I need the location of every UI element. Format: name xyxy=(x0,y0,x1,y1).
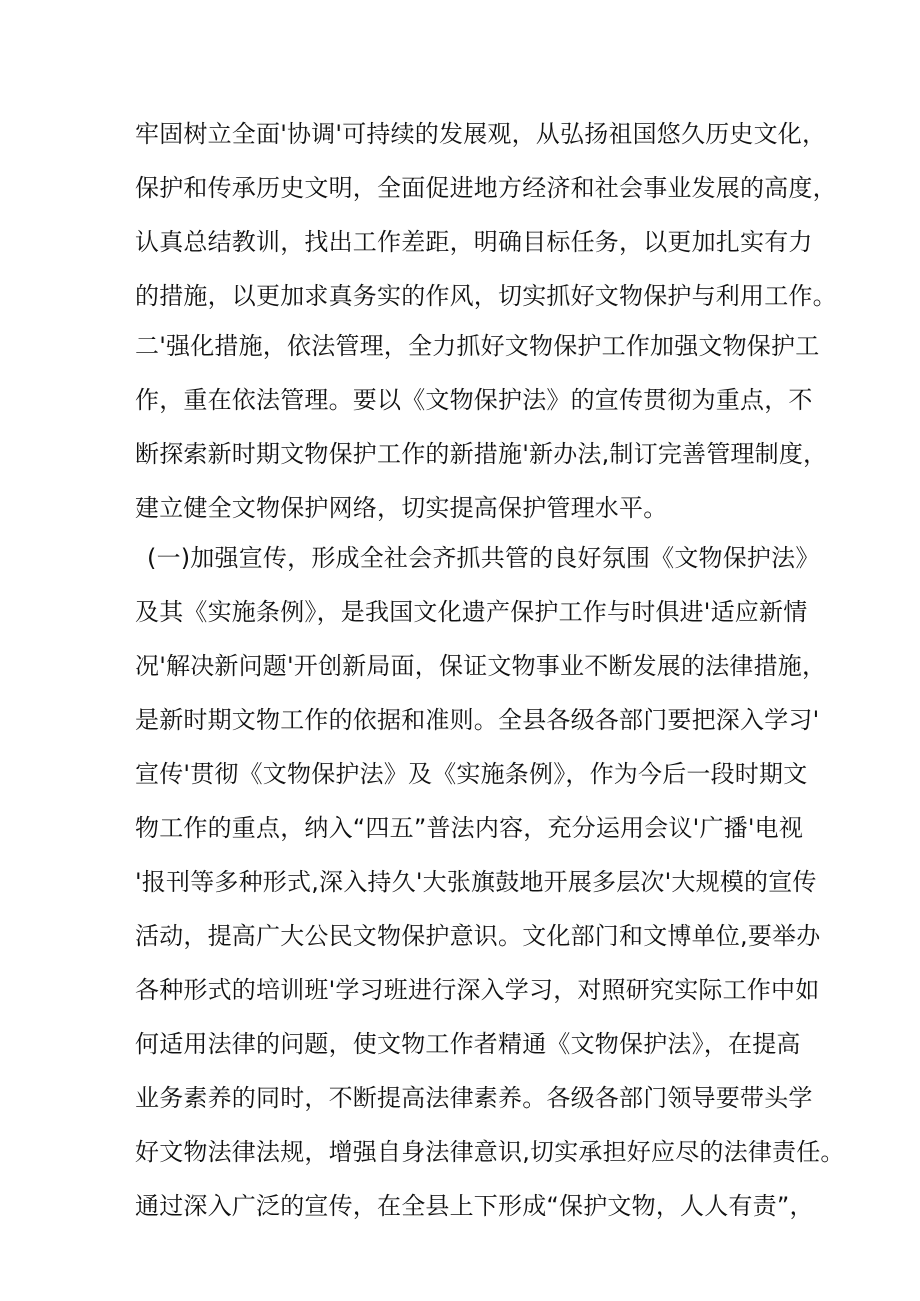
text-line: 断探索新时期文物保护工作的新措施'新办法,制订完善管理制度， xyxy=(135,440,828,468)
text-line: 保护和传承历史文明，全面促进地方经济和社会事业发展的高度， xyxy=(135,174,837,202)
text-line: 何适用法律的问题，使文物工作者精通《文物保护法》，在提高 xyxy=(135,1030,801,1058)
text-line: (一)加强宣传，形成全社会齐抓共管的良好氛围《文物保护法》 xyxy=(147,544,820,572)
text-line: 物工作的重点，纳入“四五”普法内容，充分运用会议'广播'电视 xyxy=(135,814,804,842)
text-line: 及其《实施条例》，是我国文化遗产保护工作与时俱进'适应新情 xyxy=(135,598,808,626)
text-line: 好文物法律法规，增强自身法律意识,切实承担好应尽的法律责任。 xyxy=(135,1138,845,1166)
text-line: 牢固树立全面'协调'可持续的发展观，从弘扬祖国悠久历史文化， xyxy=(135,120,827,148)
text-line: 况'解决新问题'开创新局面，保证文物事业不断发展的法律措施， xyxy=(135,652,827,680)
paragraph-development-concept xyxy=(135,107,837,323)
text-line: 通过深入广泛的宣传，在全县上下形成“保护文物，人人有责”， xyxy=(135,1192,814,1220)
text-line: 二'强化措施，依法管理，全力抓好文物保护工作加强文物保护工 xyxy=(135,332,820,360)
paragraph-section-two-heading xyxy=(135,319,828,535)
text-line: 的措施，以更加求真务实的作风，切实抓好文物保护与利用工作。 xyxy=(135,282,837,310)
text-line: 是新时期文物工作的依据和准则。全县各级各部门要把深入学习' xyxy=(135,706,820,734)
text-line: 认真总结教训，找出工作差距，明确目标任务，以更加扎实有力 xyxy=(135,228,813,256)
text-line: 宣传'贯彻《文物保护法》及《实施条例》，作为今后一段时期文 xyxy=(135,760,808,788)
text-line: 各种形式的培训班'学习班进行深入学习，对照研究实际工作中如 xyxy=(135,976,820,1004)
text-line: '报刊等多种形式,深入持久'大张旗鼓地开展多层次'大规模的宣传 xyxy=(135,868,817,896)
text-line: 建立健全文物保护网络，切实提高保护管理水平。 xyxy=(135,494,668,522)
text-line: 业务素养的同时，不断提高法律素养。各级各部门领导要带头学 xyxy=(135,1084,813,1112)
text-line: 活动，提高广大公民文物保护意识。文化部门和文博单位,要举办 xyxy=(135,922,821,950)
paragraph-strengthen-publicity xyxy=(135,531,845,1233)
text-line: 作，重在依法管理。要以《文物保护法》的宣传贯彻为重点，不 xyxy=(135,386,813,414)
